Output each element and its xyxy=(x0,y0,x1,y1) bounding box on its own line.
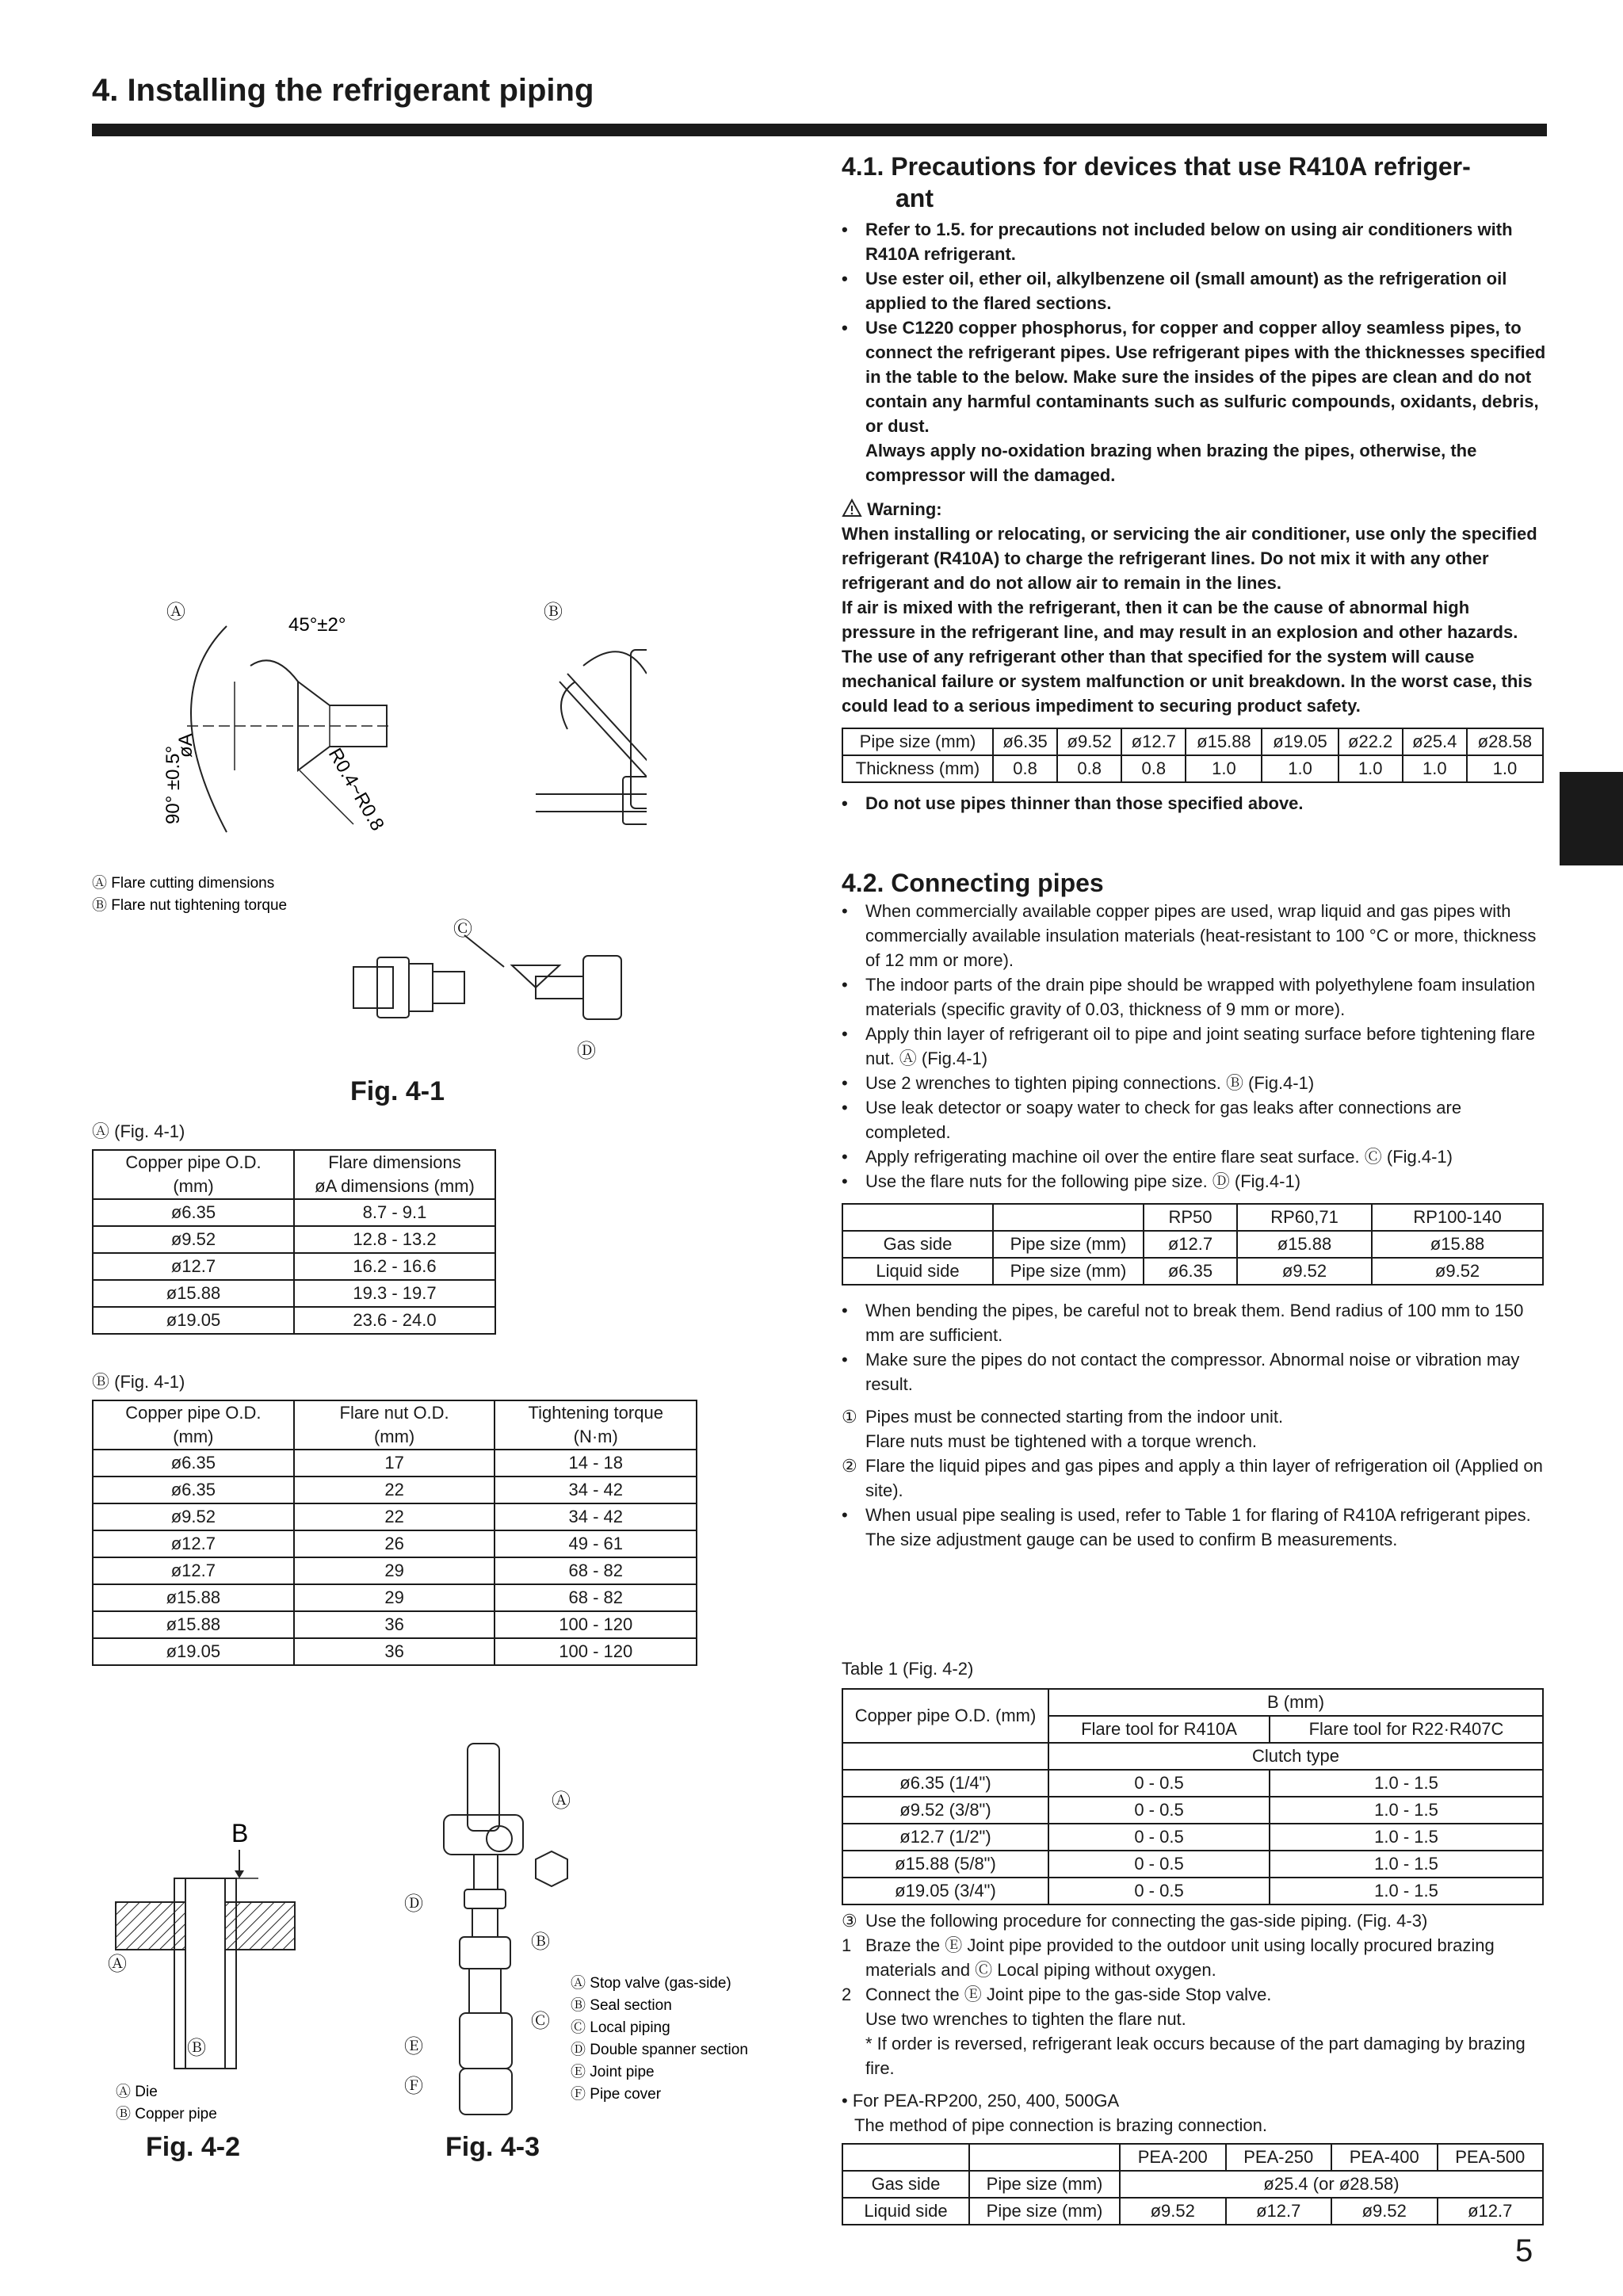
table-row: ø19.05 36 100 - 120 xyxy=(93,1638,697,1665)
fig43-legend-f: Ⓕ Pipe cover xyxy=(571,2086,662,2103)
flare-b-table: Copper pipe O.D. (mm) B (mm) Flare tool for R410A Flare tool for R22·R407C Clutch type ø6.35 (1/4") 0 - 0.5 1.0 - 1.5 ø9.52 (3/8") 0 - 0.5 1.0 - 1.5 ø12.7 (1/2") 0 - 0.5 1.0 - 1.5 ø15.88 (5/8") 0 - 0.5 1.0 - 1.5 ø19.05 (3/4") 0 - 0.5 1.0 - 1.5 xyxy=(842,1688,1544,1905)
fig41-marker-c: Ⓒ xyxy=(453,919,472,940)
fig43-legend-c: Ⓒ Local piping xyxy=(571,2019,670,2036)
fig43-marker-d: Ⓓ xyxy=(404,1893,423,1915)
list-item: • Apply thin layer of refrigerant oil to pipe and joint seating surface before tightening flare nut. Ⓐ (Fig.4-1) xyxy=(842,1022,1547,1071)
pipe-thickness-table xyxy=(842,728,1544,783)
step-2: ② Flare the liquid pipes and gas pipes and apply a thin layer of refrigeration oil (Applied on site). xyxy=(842,1456,1543,1500)
table-row: ø15.88 36 100 - 120 xyxy=(93,1611,697,1638)
list-item: • The indoor parts of the drain pipe should be wrapped with polyethylene foam insulation materials (specific gravity of 0.03, thickness of 9 mm or more). xyxy=(842,972,1547,1022)
section-4-1-heading: 4.1. Precautions for devices that use R410A refriger- ant xyxy=(842,152,1471,212)
pea-pipe-table xyxy=(842,2143,1544,2225)
table-row: ø15.88 (5/8") 0 - 0.5 1.0 - 1.5 xyxy=(842,1851,1543,1878)
flare-nut-union-drawing xyxy=(353,935,621,1019)
warning-paragraph: If air is mixed with the refrigerant, then it can be the cause of abnormal high pressure in the refrigerant line, and may result in an explosion and other hazards. xyxy=(842,598,1518,642)
table-row: ø9.52 12.8 - 13.2 xyxy=(93,1226,495,1253)
stop-valve-drawing xyxy=(444,1744,567,2115)
list-item: • When bending the pipes, be careful not to break them. Bend radius of 100 mm to 150 mm are sufficient. xyxy=(842,1298,1547,1347)
page-number: 5 xyxy=(1515,2233,1533,2268)
table-row: ø12.7 (1/2") 0 - 0.5 1.0 - 1.5 xyxy=(842,1824,1543,1851)
fig41-legend-b: Ⓑ Flare nut tightening torque xyxy=(92,897,288,914)
page-title: 4. Installing the refrigerant piping xyxy=(92,73,594,108)
fig43-marker-e: Ⓔ xyxy=(404,2036,423,2057)
list-item: • Refer to 1.5. for precautions not included below on using air conditioners with R410A refrigerant. xyxy=(842,217,1547,266)
fig41-radius: R0.4~R0.8 xyxy=(323,744,388,835)
substep-2-extra: Use two wrenches to tighten the flare nut. xyxy=(865,2009,1186,2029)
table-row: Liquid side Pipe size (mm) ø9.52 ø12.7 ø9.52 ø12.7 xyxy=(842,2198,1543,2225)
side-tab xyxy=(1560,772,1623,865)
thickness-note: • Do not use pipes thinner than those specified above. xyxy=(842,791,1547,816)
fig-4-2-label: Fig. 4-2 xyxy=(146,2132,241,2162)
step-3: ③ Use the following procedure for connecting the gas-side piping. (Fig. 4-3) xyxy=(842,1911,1428,1931)
table-row: ø15.88 19.3 - 19.7 xyxy=(93,1280,495,1307)
fig-4-3-drawing xyxy=(396,1736,792,2116)
table-row: Pipe size (mm) ø6.35 ø9.52 ø12.7 ø15.88 ø19.05 ø22.2 ø25.4 ø28.58 xyxy=(842,728,1543,755)
table-row: ø12.7 29 68 - 82 xyxy=(93,1557,697,1584)
flare-nut-torque-table: Copper pipe O.D. (mm) Flare nut O.D. (mm) Tightening torque (N·m) ø6.35 17 14 - 18 ø6.35 22 34 - 42 ø9.52 22 34 - 42 ø12.7 26 49 - 61 ø12.7 29 68 - 82 ø15.88 29 68 - 82 ø15.88 36 100 - 120 ø19.05 36 100 - 120 xyxy=(92,1400,697,1666)
table-row: ø9.52 (3/8") 0 - 0.5 1.0 - 1.5 xyxy=(842,1797,1543,1824)
fig-4-1-drawing xyxy=(92,586,647,1062)
list-item: • Apply refrigerating machine oil over the entire flare seat surface. Ⓒ (Fig.4-1) xyxy=(842,1144,1547,1169)
warning-label: Warning: xyxy=(867,499,942,519)
fig42-legend-a: Ⓐ Die xyxy=(116,2084,158,2100)
fig-4-2-drawing xyxy=(92,1815,353,2132)
substep-2: 2 Connect the Ⓔ Joint pipe to the gas-side Stop valve. xyxy=(842,1985,1272,2004)
warning-icon xyxy=(842,499,862,518)
table-row: ø15.88 29 68 - 82 xyxy=(93,1584,697,1611)
section-4-2-heading: 4.2. Connecting pipes xyxy=(842,869,1104,897)
table-row: ø6.35 17 14 - 18 xyxy=(93,1450,697,1477)
fig-4-1-label: Fig. 4-1 xyxy=(350,1076,445,1106)
table-row: ø12.7 16.2 - 16.6 xyxy=(93,1253,495,1280)
fig43-legend-d: Ⓓ Double spanner section xyxy=(571,2042,748,2058)
table-row: ø19.05 (3/4") 0 - 0.5 1.0 - 1.5 xyxy=(842,1878,1543,1904)
fig-4-3-label: Fig. 4-3 xyxy=(445,2132,540,2162)
table-b-caption: Ⓑ (Fig. 4-1) xyxy=(92,1372,185,1392)
table-row: ø6.35 (1/4") 0 - 0.5 1.0 - 1.5 xyxy=(842,1770,1543,1797)
fig43-legend-a: Ⓐ Stop valve (gas-side) xyxy=(571,1975,731,1992)
flare-nut-size-table xyxy=(842,1203,1544,1286)
fig42-marker-a: Ⓐ xyxy=(108,1954,127,1975)
list-item: • Use the flare nuts for the following pipe size. Ⓓ (Fig.4-1) xyxy=(842,1169,1547,1194)
table1-caption: Table 1 (Fig. 4-2) xyxy=(842,1659,974,1679)
list-item: • Make sure the pipes do not contact the compressor. Abnormal noise or vibration may result. xyxy=(842,1347,1547,1396)
list-item: • When usual pipe sealing is used, refer to Table 1 for flaring of R410A refrigerant pipes. xyxy=(842,1503,1547,1527)
table-row: Gas side Pipe size (mm) ø12.7 ø15.88 ø15.88 xyxy=(842,1231,1543,1258)
fig43-marker-a: Ⓐ xyxy=(552,1790,571,1812)
wrench-drawing xyxy=(536,650,647,824)
substep-2-note: * If order is reversed, refrigerant leak occurs because of the part damaging by brazing fire. xyxy=(865,2034,1526,2078)
table-row: ø12.7 26 49 - 61 xyxy=(93,1530,697,1557)
fig42-legend-b: Ⓑ Copper pipe xyxy=(116,2106,217,2122)
fig41-marker-b: Ⓑ xyxy=(544,602,563,623)
fig42-b: B xyxy=(231,1819,249,1847)
fig43-marker-f: Ⓕ xyxy=(404,2076,423,2097)
fig43-marker-c: Ⓒ xyxy=(531,2011,550,2032)
table-row: ø6.35 8.7 - 9.1 xyxy=(93,1199,495,1226)
table-row: PEA-200 PEA-250 PEA-400 PEA-500 xyxy=(842,2144,1543,2171)
step-1: ① Pipes must be connected starting from the indoor unit. xyxy=(842,1407,1284,1427)
substep-1: 1 Braze the Ⓔ Joint pipe provided to the outdoor unit using locally procured brazing materials and Ⓒ Local piping without oxygen. xyxy=(842,1935,1495,1980)
table-a-caption: Ⓐ (Fig. 4-1) xyxy=(92,1121,185,1141)
fig43-legend-b: Ⓑ Seal section xyxy=(571,1997,672,2014)
table-row: ø9.52 22 34 - 42 xyxy=(93,1503,697,1530)
table-row: RP50 RP60,71 RP100-140 xyxy=(842,1204,1543,1231)
header-rule xyxy=(92,124,1547,136)
fig41-marker-a: Ⓐ xyxy=(166,602,185,623)
table-row: Thickness (mm) 0.8 0.8 0.8 1.0 1.0 1.0 1.0 1.0 xyxy=(842,755,1543,782)
fig43-legend-e: Ⓔ Joint pipe xyxy=(571,2064,655,2080)
warning-block xyxy=(842,497,1547,718)
table-row: Gas side Pipe size (mm) ø25.4 (or ø28.58) xyxy=(842,2171,1543,2198)
pea-note-detail: The method of pipe connection is brazing connection. xyxy=(854,2115,1267,2135)
table-row: ø19.05 23.6 - 24.0 xyxy=(93,1307,495,1334)
table-row: Liquid side Pipe size (mm) ø6.35 ø9.52 ø9.52 xyxy=(842,1258,1543,1285)
list-item: • When commercially available copper pipes are used, wrap liquid and gas pipes with commercially available insulation materials (heat-resistant to 100 °C or more, thickness of 12 mm or more). xyxy=(842,899,1547,972)
list-item: • Use leak detector or soapy water to check for gas leaks after connections are completed. xyxy=(842,1095,1547,1144)
fig43-marker-b: Ⓑ xyxy=(531,1931,550,1953)
step-1-extra: Flare nuts must be tightened with a torque wrench. xyxy=(865,1431,1258,1451)
fig41-angle90: 90° ±0.5° xyxy=(162,745,184,824)
list-item: • Use C1220 copper phosphorus, for copper and copper alloy seamless pipes, to connect the refrigerant pipes. Use refrigerant pipes with the thicknesses specified in the table to the below. Make sure the insides of the pipes are clean and do not contain any harmful contaminants such as sulfuric compounds, oxidants, debris, or dust. xyxy=(842,315,1547,438)
list-item: • Use 2 wrenches to tighten piping connections. Ⓑ (Fig.4-1) xyxy=(842,1071,1547,1095)
section-4-2 xyxy=(842,867,1547,1552)
section-4-1 xyxy=(842,151,1547,816)
fig41-dia: øA xyxy=(175,733,197,758)
list-item: • Use ester oil, ether oil, alkylbenzene oil (small amount) as the refrigeration oil applied to the flared sections. xyxy=(842,266,1547,315)
fig41-marker-d: Ⓓ xyxy=(577,1041,596,1062)
fig41-angle: 45°±2° xyxy=(288,614,346,636)
table-row: ø6.35 22 34 - 42 xyxy=(93,1477,697,1503)
list-item-extra: Always apply no-oxidation brazing when brazing the pipes, otherwise, the compressor will the damaged. xyxy=(865,441,1477,485)
gas-side-procedure xyxy=(842,1908,1547,2137)
pea-note: • For PEA-RP200, 250, 400, 500GA xyxy=(842,2091,1120,2111)
warning-paragraph: The use of any refrigerant other than that specified for the system will cause mechanical failure or system malfunction or unit breakdown. In the worst case, this could lead to a serious impediment to securing product safety. xyxy=(842,647,1533,716)
warning-paragraph: When installing or relocating, or servicing the air conditioner, use only the specified refrigerant (R410A) to charge the refrigerant lines. Do not mix it with any other refrigerant and do not allow air to remain in the lines. xyxy=(842,524,1537,593)
flare-dimensions-table: Copper pipe O.D. (mm) Flare dimensions øA dimensions (mm) ø6.35 8.7 - 9.1 ø9.52 12.8 - 13.2 ø12.7 16.2 - 16.6 ø15.88 19.3 - 19.7 ø19.05 23.6 - 24.0 xyxy=(92,1149,496,1335)
fig42-marker-b: Ⓑ xyxy=(187,2038,206,2059)
fig41-legend-a: Ⓐ Flare cutting dimensions xyxy=(92,875,275,892)
list-item-extra: The size adjustment gauge can be used to confirm B measurements. xyxy=(865,1530,1398,1549)
